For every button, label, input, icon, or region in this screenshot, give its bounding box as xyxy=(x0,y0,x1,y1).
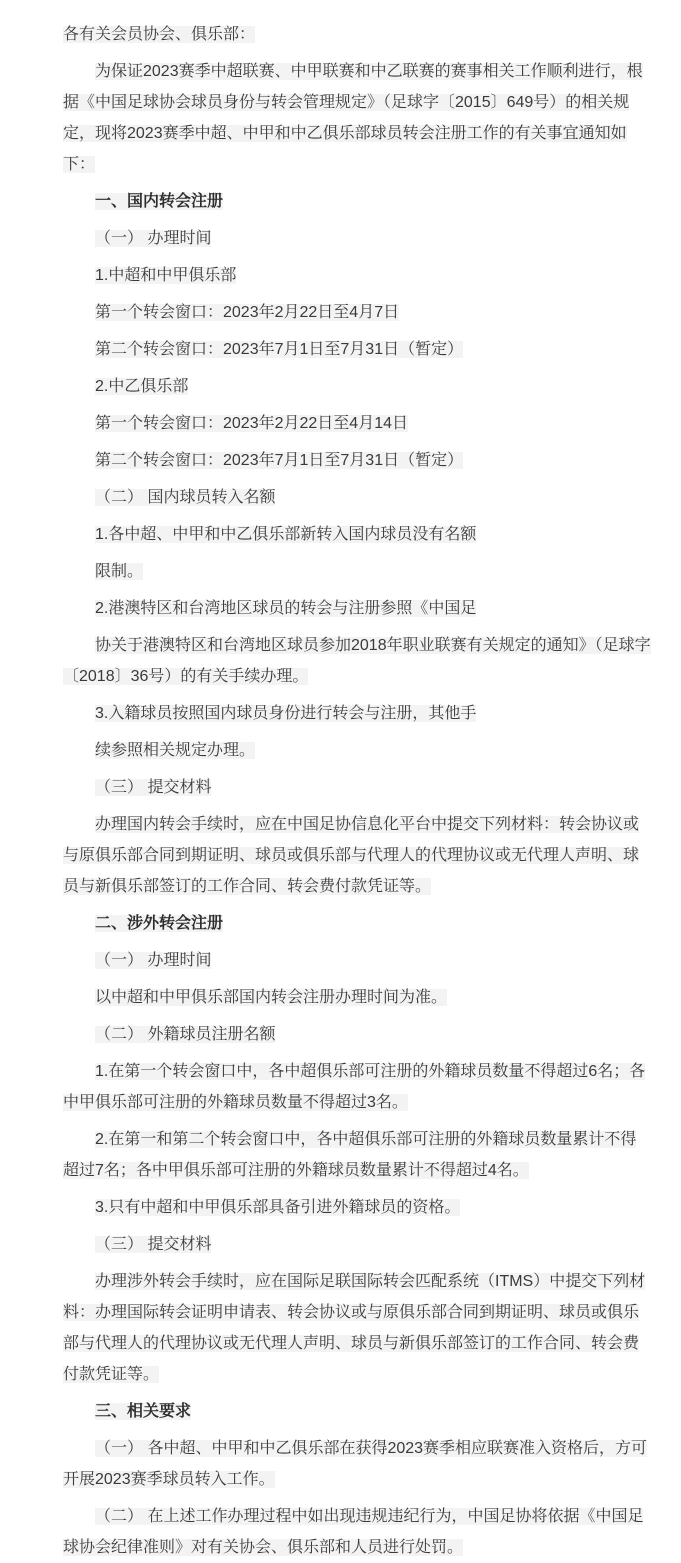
section-3-heading xyxy=(63,1396,651,1427)
domestic-materials-paragraph xyxy=(63,809,651,902)
cl2-first-window xyxy=(63,408,651,439)
item-cl2-clubs xyxy=(63,371,651,402)
domestic-quota-item-1-cont-text: 限制。 xyxy=(95,563,144,580)
section-2-sub-2-text: （二） 外籍球员注册名额 xyxy=(95,1026,276,1043)
intro-paragraph xyxy=(63,56,651,180)
foreign-quota-item-1-text: 1.在第一个转会窗口中，各中超俱乐部可注册的外籍球员数量不得超过6名；各中甲俱乐部可注册的外籍球员数量不得超过3名。 xyxy=(63,1063,646,1111)
section-3-heading-text: 三、相关要求 xyxy=(95,1403,192,1420)
foreign-quota-item-1 xyxy=(63,1056,651,1118)
domestic-quota-item-2-cont xyxy=(63,630,651,692)
section-1-sub-1-text: （一） 办理时间 xyxy=(95,230,212,247)
section-1-sub-1-heading xyxy=(63,223,651,254)
intl-time-paragraph xyxy=(63,982,651,1013)
domestic-quota-item-2 xyxy=(63,593,651,624)
section-2-sub-3-heading xyxy=(63,1229,651,1260)
domestic-quota-item-3-cont-text: 续参照相关规定办理。 xyxy=(95,742,256,759)
csl-cl1-second-window xyxy=(63,334,651,365)
intl-materials-paragraph xyxy=(63,1266,651,1390)
cl2-first-window-text: 第一个转会窗口：2023年2月22日至4月14日 xyxy=(95,415,408,432)
item-csl-cl1-clubs xyxy=(63,260,651,291)
foreign-quota-item-3 xyxy=(63,1192,651,1223)
section-1-sub-3-heading xyxy=(63,772,651,803)
domestic-quota-item-2-cont-text: 协关于港澳特区和台湾地区球员参加2018年职业联赛有关规定的通知》（足球字〔2018〕36号）的有关手续办理。 xyxy=(63,637,651,685)
requirement-item-2 xyxy=(63,1501,651,1563)
requirement-item-1 xyxy=(63,1433,651,1495)
section-1-sub-2-text: （二） 国内球员转入名额 xyxy=(95,489,276,506)
item-cl2-clubs-text: 2.中乙俱乐部 xyxy=(95,378,189,395)
domestic-quota-item-2-text: 2.港澳特区和台湾地区球员的转会与注册参照《中国足 xyxy=(95,600,477,617)
csl-cl1-first-window xyxy=(63,297,651,328)
requirement-item-2-text: （二） 在上述工作办理过程中如出现违规违纪行为，中国足协将依据《中国足球协会纪律准则》对有关协会、俱乐部和人员进行处罚。 xyxy=(63,1508,644,1556)
section-1-heading-text: 一、国内转会注册 xyxy=(95,193,224,210)
csl-cl1-second-window-text: 第二个转会窗口：2023年7月1日至7月31日（暂定） xyxy=(95,341,464,358)
domestic-quota-item-1-text: 1.各中超、中甲和中乙俱乐部新转入国内球员没有名额 xyxy=(95,526,477,543)
section-2-heading-text: 二、涉外转会注册 xyxy=(95,915,224,932)
intl-time-text: 以中超和中甲俱乐部国内转会注册办理时间为准。 xyxy=(95,989,448,1006)
section-2-sub-2-heading xyxy=(63,1019,651,1050)
domestic-quota-item-3-cont xyxy=(63,735,651,766)
domestic-materials-text: 办理国内转会手续时，应在中国足协信息化平台中提交下列材料：转会协议或与原俱乐部合同到期证明、球员或俱乐部与代理人的代理协议或无代理人声明、球员与新俱乐部签订的工作合同、转会费付款凭证等。 xyxy=(63,816,640,895)
salutation xyxy=(63,19,651,50)
salutation-text: 各有关会员协会、俱乐部： xyxy=(63,26,256,43)
section-1-heading xyxy=(63,186,651,217)
item-csl-cl1-clubs-text: 1.中超和中甲俱乐部 xyxy=(95,267,237,284)
foreign-quota-item-3-text: 3.只有中超和中甲俱乐部具备引进外籍球员的资格。 xyxy=(95,1199,461,1216)
section-1-sub-2-heading xyxy=(63,482,651,513)
intro-text: 为保证2023赛季中超联赛、中甲联赛和中乙联赛的赛事相关工作顺利进行，根据《中国足球协会球员身份与转会管理规定》（足球字〔2015〕649号）的相关规定，现将2023赛季中超、中甲和中乙俱乐部球员转会注册工作的有关事宜通知如下： xyxy=(63,63,643,173)
section-2-sub-3-text: （三） 提交材料 xyxy=(95,1236,212,1253)
foreign-quota-item-2-text: 2.在第一和第二个转会窗口中，各中超俱乐部可注册的外籍球员数量累计不得超过7名；各中甲俱乐部可注册的外籍球员数量累计不得超过4名。 xyxy=(63,1131,637,1179)
domestic-quota-item-1-cont xyxy=(63,556,651,587)
section-2-sub-1-text: （一） 办理时间 xyxy=(95,952,212,969)
requirement-item-1-text: （一） 各中超、中甲和中乙俱乐部在获得2023赛季相应联赛准入资格后，方可开展2023赛季球员转入工作。 xyxy=(63,1440,648,1488)
csl-cl1-first-window-text: 第一个转会窗口：2023年2月22日至4月7日 xyxy=(95,304,400,321)
cl2-second-window xyxy=(63,445,651,476)
cl2-second-window-text: 第二个转会窗口：2023年7月1日至7月31日（暂定） xyxy=(95,452,464,469)
section-2-heading xyxy=(63,908,651,939)
domestic-quota-item-3-text: 3.入籍球员按照国内球员身份进行转会与注册，其他手 xyxy=(95,705,477,722)
intl-materials-text: 办理涉外转会手续时，应在国际足联国际转会匹配系统（ITMS）中提交下列材料：办理国际转会证明申请表、转会协议或与原俱乐部合同到期证明、球员或俱乐部与代理人的代理协议或无代理人声明、球员与新俱乐部签订的工作合同、转会费付款凭证等。 xyxy=(63,1273,646,1383)
domestic-quota-item-1 xyxy=(63,519,651,550)
section-1-sub-3-text: （三） 提交材料 xyxy=(95,779,212,796)
section-2-sub-1-heading xyxy=(63,945,651,976)
domestic-quota-item-3 xyxy=(63,698,651,729)
foreign-quota-item-2 xyxy=(63,1124,651,1186)
